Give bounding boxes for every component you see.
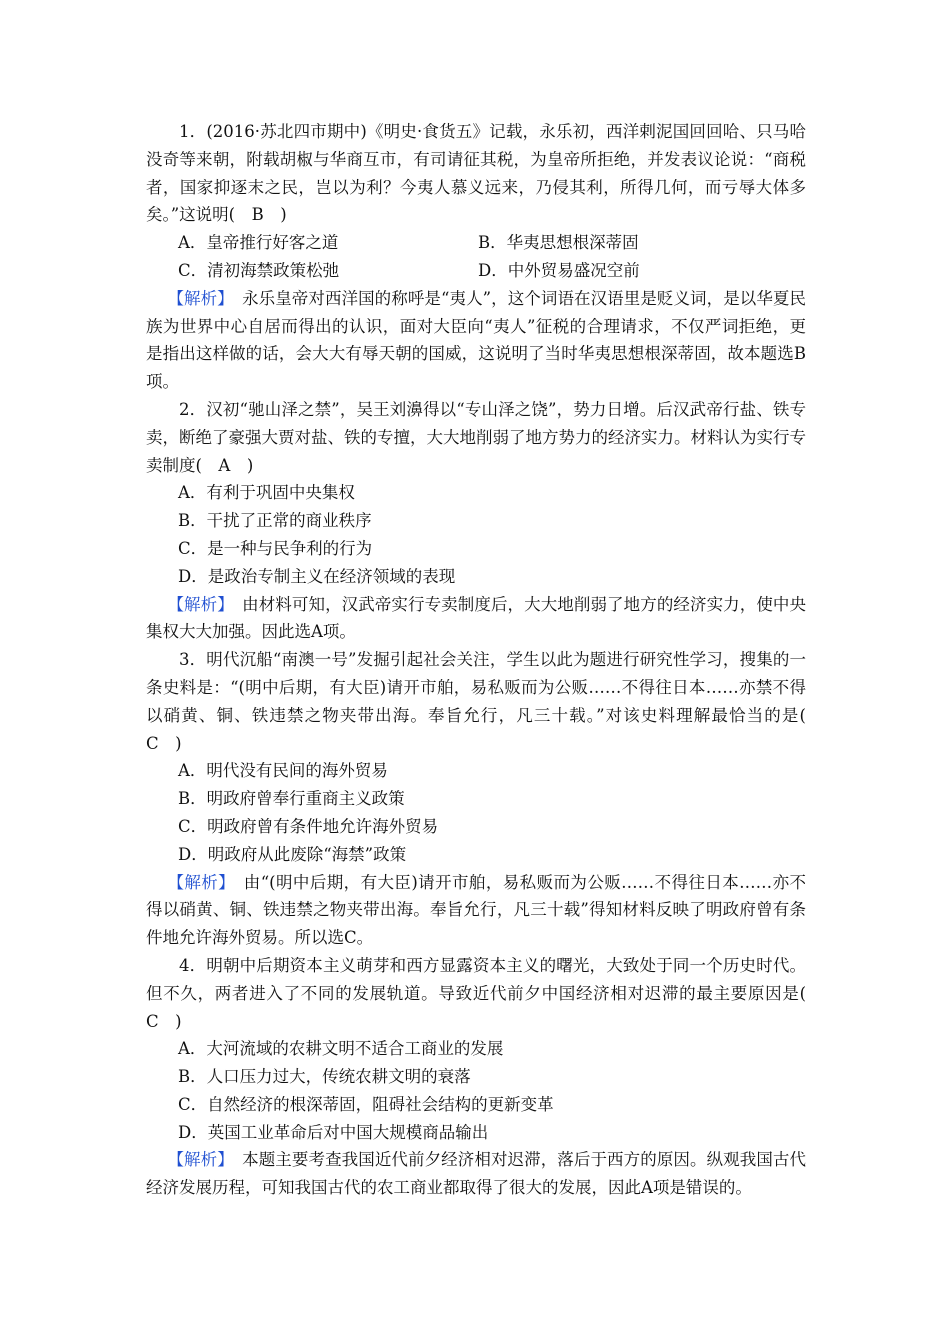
question-1-option-a: A．皇帝推行好客之道 xyxy=(178,233,339,253)
explanation-tag: 【解析】 xyxy=(167,1150,226,1170)
question-1-option-b: B．华夷思想根深蒂固 xyxy=(478,233,639,253)
question-1-options-row-1 xyxy=(146,229,806,257)
question-4-explanation xyxy=(146,1146,806,1202)
question-1-option-d: D．中外贸易盛况空前 xyxy=(478,260,640,280)
explanation-tag: 【解析】 xyxy=(167,288,226,308)
question-2-stem: 2．汉初“驰山泽之禁”，吴王刘濞得以“专山泽之饶”，势力日增。后汉武帝行盐、铁专卖，断绝了豪强大贾对盐、铁的专擅，大大地削弱了地方势力的经济实力。材料认为实行专卖制度( A ) xyxy=(146,399,806,475)
question-3-option-a: A．明代没有民间的海外贸易 xyxy=(178,761,388,781)
question-3-option-d: D．明政府从此废除“海禁”政策 xyxy=(178,844,407,864)
question-3-explanation xyxy=(146,869,806,952)
question-1-options-row-2 xyxy=(146,257,806,285)
explanation-tag: 【解析】 xyxy=(167,594,226,614)
explanation-text: 由“(明中后期，有大臣)请开市舶，易私贩而为公贩……不得往日本……亦不得以硝黄、铜、铁违禁之物夹带出海。奉旨允行，凡三十载”得知材料反映了明政府曾有条件地允许海外贸易。所以选C。 xyxy=(146,872,807,948)
question-1-stem: 1．(2016·苏北四市期中)《明史·食货五》记载，永乐初，西洋剌泥国回回哈、只马哈没奇等来朝，附载胡椒与华商互市，有司请征其税，为皇帝所拒绝，并发表议论说：“商税者，国家抑逐末之民，岂以为利？今夷人慕义远来，乃侵其利，所得几何，而亏辱大体多矣。”这说明( B ) xyxy=(146,122,806,225)
explanation-text: 由材料可知，汉武帝实行专卖制度后，大大地削弱了地方的经济实力，使中央集权大大加强。因此选A项。 xyxy=(146,594,807,642)
question-4-option-a: A．大河流域的农耕文明不适合工商业的发展 xyxy=(178,1039,504,1059)
question-4-option-b: B．人口压力过大，传统农耕文明的衰落 xyxy=(178,1067,471,1087)
explanation-text: 永乐皇帝对西洋国的称呼是“夷人”，这个词语在汉语里是贬义词，是以华夏民族为世界中心自居而得出的认识，面对大臣向“夷人”征税的合理请求，不仅严词拒绝，更是指出这样做的话，会大大有辱天朝的国威，这说明了当时华夷思想根深蒂固，故本题选B项。 xyxy=(146,288,807,392)
question-2-option-a: A．有利于巩固中央集权 xyxy=(178,483,355,503)
question-2-option-d: D．是政治专制主义在经济领域的表现 xyxy=(178,566,456,586)
document-content xyxy=(146,118,823,1202)
question-3-option-c: C．明政府曾有条件地允许海外贸易 xyxy=(178,816,439,836)
question-3-option-b: B．明政府曾奉行重商主义政策 xyxy=(178,789,405,809)
question-2-option-b: B．干扰了正常的商业秩序 xyxy=(178,511,372,531)
question-4-stem: 4．明朝中后期资本主义萌芽和西方显露资本主义的曙光，大致处于同一个历史时代。但不久，两者进入了不同的发展轨道。导致近代前夕中国经济相对迟滞的最主要原因是( C ) xyxy=(146,955,823,1031)
question-1-explanation xyxy=(146,285,806,396)
question-1-option-c: C．清初海禁政策松弛 xyxy=(178,260,340,280)
explanation-tag: 【解析】 xyxy=(167,872,227,892)
question-3-stem: 3．明代沉船“南澳一号”发掘引起社会关注，学生以此为题进行研究性学习，搜集的一条史料是：“(明中后期，有大臣)请开市舶，易私贩而为公贩……不得往日本……亦禁不得以硝黄、铜、铁违禁之物夹带出海。奉旨允行，凡三十载。”对该史料理解最恰当的是( C ) xyxy=(146,650,823,753)
question-2-explanation xyxy=(146,591,806,647)
question-4-option-d: D．英国工业革命后对中国大规模商品输出 xyxy=(178,1122,489,1142)
question-4-option-c: C．自然经济的根深蒂固，阻碍社会结构的更新变革 xyxy=(178,1094,554,1114)
explanation-text: 本题主要考查我国近代前夕经济相对迟滞，落后于西方的原因。纵观我国古代经济发展历程，可知我国古代的农工商业都取得了很大的发展，因此A项是错误的。 xyxy=(146,1150,807,1198)
question-2-option-c: C．是一种与民争利的行为 xyxy=(178,538,373,558)
